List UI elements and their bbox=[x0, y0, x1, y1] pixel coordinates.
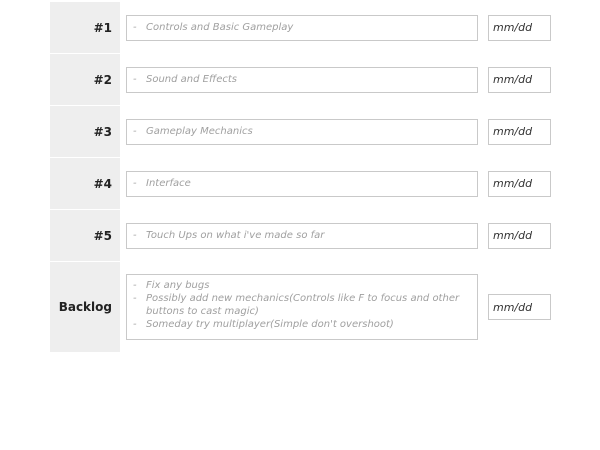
milestone-row-1 bbox=[50, 2, 560, 54]
task-item: - Touch Ups on what i've made so far bbox=[133, 229, 471, 242]
backlog-row bbox=[50, 262, 560, 353]
task-list bbox=[133, 73, 471, 86]
task-field[interactable] bbox=[126, 15, 478, 41]
milestone-label: #3 bbox=[50, 106, 120, 157]
date-field[interactable]: mm/dd bbox=[488, 294, 551, 320]
task-item: - Sound and Effects bbox=[133, 73, 471, 86]
milestone-label: #2 bbox=[50, 54, 120, 105]
date-field[interactable]: mm/dd bbox=[488, 119, 551, 145]
milestone-row-4 bbox=[50, 158, 560, 210]
date-field[interactable]: mm/dd bbox=[488, 223, 551, 249]
task-list bbox=[133, 125, 471, 138]
task-list bbox=[133, 177, 471, 190]
date-field[interactable]: mm/dd bbox=[488, 171, 551, 197]
milestone-row-5 bbox=[50, 210, 560, 262]
milestone-row-2 bbox=[50, 54, 560, 106]
task-field[interactable] bbox=[126, 274, 478, 340]
date-field[interactable]: mm/dd bbox=[488, 67, 551, 93]
task-item: - Interface bbox=[133, 177, 471, 190]
date-field[interactable]: mm/dd bbox=[488, 15, 551, 41]
task-list bbox=[133, 229, 471, 242]
task-field[interactable] bbox=[126, 119, 478, 145]
task-field[interactable] bbox=[126, 67, 478, 93]
task-field[interactable] bbox=[126, 171, 478, 197]
milestone-label: #1 bbox=[50, 2, 120, 53]
milestone-label: #5 bbox=[50, 210, 120, 261]
task-field[interactable] bbox=[126, 223, 478, 249]
task-item: - Possibly add new mechanics(Controls like F to focus and other buttons to cast magic) bbox=[133, 292, 471, 318]
task-item: - Someday try multiplayer(Simple don't overshoot) bbox=[133, 318, 471, 331]
task-list bbox=[133, 279, 471, 331]
milestone-label: #4 bbox=[50, 158, 120, 209]
task-item: - Fix any bugs bbox=[133, 279, 471, 292]
milestone-label: Backlog bbox=[50, 262, 120, 352]
task-item: - Controls and Basic Gameplay bbox=[133, 21, 471, 34]
milestone-table bbox=[50, 2, 560, 353]
milestone-row-3 bbox=[50, 106, 560, 158]
task-list bbox=[133, 21, 471, 34]
task-item: - Gameplay Mechanics bbox=[133, 125, 471, 138]
